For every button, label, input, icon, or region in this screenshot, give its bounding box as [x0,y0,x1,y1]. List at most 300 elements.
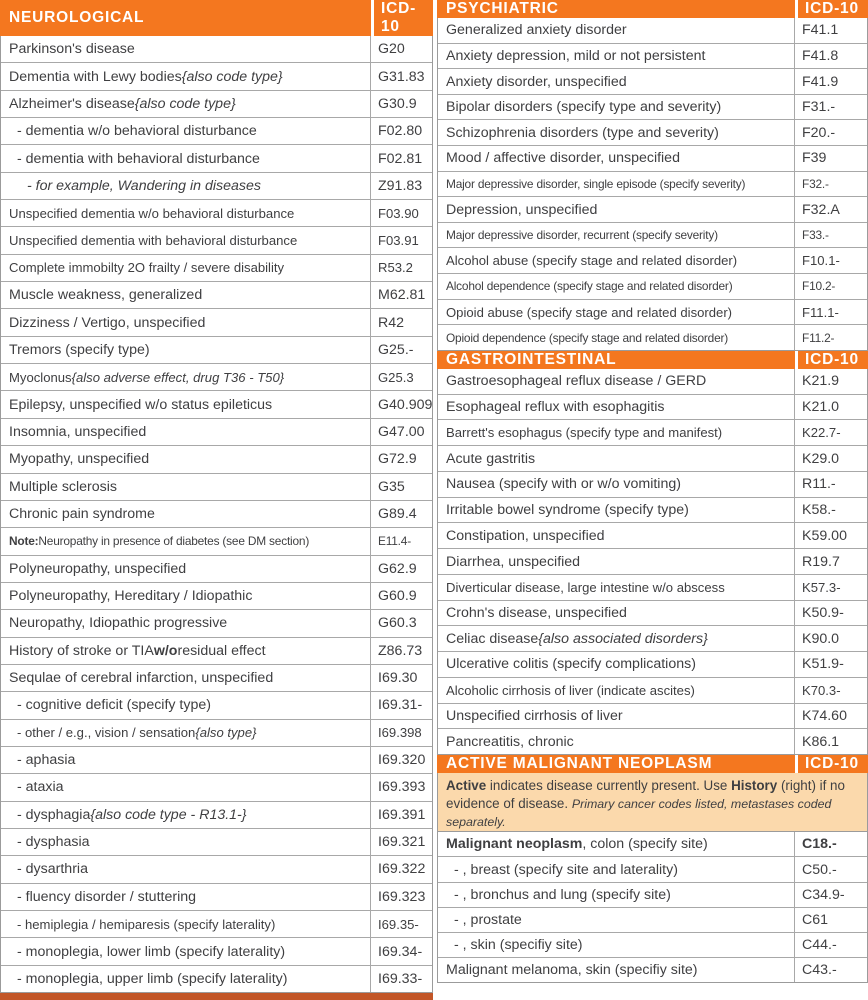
section-header-gastrointestinal [437,351,868,369]
icd-code: G60.9 [370,583,432,609]
condition-label [438,958,794,982]
table-row [1,172,432,199]
table-row [438,196,867,222]
icd-code: Z91.83 [370,173,432,199]
table-row [1,500,432,527]
condition-label [438,120,794,145]
table-row [1,473,432,500]
icd-code: I69.31- [370,692,432,718]
condition-label [1,36,370,62]
text-run: Irritable bowel syndrome (specify type) [446,502,689,519]
text-run: Primary cancer codes listed, metastases coded separately. [446,797,832,830]
code-column-header: ICD-10 [371,0,433,36]
table-row [1,773,432,800]
table-row [1,828,432,855]
text-run: Major depressive disorder, recurrent (specify severity) [446,228,718,243]
text-run: {also adverse effect, drug T36 - T50} [71,369,285,385]
table-row [438,247,867,273]
icd-code: G72.9 [370,446,432,472]
condition-label [438,832,794,856]
icd-code: F03.91 [370,227,432,253]
icd-code: I69.391 [370,802,432,828]
condition-label [438,395,794,420]
condition-label [438,626,794,651]
text-run: Opioid abuse (specify stage and related disorder) [446,304,733,320]
icd-code: I69.34- [370,938,432,964]
text-run: Polyneuropathy, unspecified [9,560,187,577]
condition-label [438,325,794,350]
text-run: {also code type} [134,95,236,112]
table-row [1,62,432,89]
table-row [438,625,867,651]
text-run: - fluency disorder / stuttering [17,888,196,905]
condition-label [438,678,794,703]
icd-code: R11.- [794,472,867,497]
table-row [438,299,867,325]
text-run: Alcoholic cirrhosis of liver (indicate ascites) [446,682,695,698]
text-run: Alcohol dependence (specify stage and related disorder) [446,279,733,294]
condition-label [438,146,794,171]
condition-label [1,474,370,500]
text-run: Dementia with Lewy bodies [9,68,182,85]
condition-label [1,446,370,472]
table-row [438,119,867,145]
table-row [438,471,867,497]
text-run: - monoplegia, lower limb (specify laterality) [17,943,286,960]
condition-label [1,501,370,527]
text-run: (right) if no evidence of disease. [446,778,845,812]
table-row [1,281,432,308]
table-row [438,600,867,626]
icd-code: F03.90 [370,200,432,226]
psychiatric-rows [437,18,868,351]
text-run: - other / e.g., vision / sensation [17,725,196,741]
table-row [1,445,432,472]
table-row [438,932,867,957]
icd-code: I69.33- [370,966,432,992]
icd-code: G35 [370,474,432,500]
table-row [1,582,432,609]
section-header-psychiatric [437,0,868,18]
text-run: {also code type} [181,68,283,85]
icd-code: C43.- [794,958,867,982]
condition-label [1,911,370,937]
table-row [1,308,432,335]
icd-code: F41.1 [794,18,867,43]
icd-code: K22.7- [794,420,867,445]
next-section-partial-header [0,993,433,1000]
text-run: {also associated disorders} [538,630,708,647]
text-run: - for example, Wandering in diseases [27,177,261,194]
condition-label [438,729,794,754]
neoplasm-usage-note [437,773,868,832]
icd-code: I69.321 [370,829,432,855]
text-run: w/o [153,642,178,659]
condition-label [1,364,370,390]
icd-code: K59.00 [794,523,867,548]
condition-label [1,802,370,828]
condition-label [1,91,370,117]
condition-label [1,774,370,800]
condition-label [1,583,370,609]
icd-code: F33.- [794,223,867,248]
table-row [438,394,867,420]
table-row [1,664,432,691]
text-run: Neuropathy, Idiopathic progressive [9,615,228,632]
condition-label [1,282,370,308]
text-run: - hemiplegia / hemiparesis (specify laterality) [17,916,276,932]
text-run: Parkinson's disease [9,41,135,58]
text-run: Crohn's disease, unspecified [446,604,627,621]
icd-code: Z86.73 [370,638,432,664]
table-row [438,703,867,729]
text-run: Complete immobilty 2O frailty / severe disability [9,260,285,276]
text-run: Schizophrenia disorders (type and severity) [446,124,719,141]
table-row [1,801,432,828]
icd-code: F10.1- [794,248,867,273]
code-column-header: ICD-10 [795,351,868,369]
section-title: GASTROINTESTINAL [446,351,617,368]
right-column-tables [437,0,868,1000]
icd-code: C44.- [794,933,867,957]
text-run: Depression, unspecified [446,201,598,218]
condition-label [1,938,370,964]
table-row [438,171,867,197]
table-row [1,90,432,117]
text-run: Neuropathy in presence of diabetes (see DM section) [38,534,310,549]
condition-label [1,747,370,773]
text-run: Mood / affective disorder, unspecified [446,150,680,167]
condition-label [438,197,794,222]
condition-label [438,95,794,120]
condition-label [438,274,794,299]
condition-label [438,652,794,677]
text-run: - , breast (specify site and laterality) [454,861,678,878]
icd-code: I69.398 [370,720,432,746]
condition-label [438,498,794,523]
icd-code: E11.4- [370,528,432,554]
table-row [438,548,867,574]
condition-label [438,908,794,932]
icd-code: F10.2- [794,274,867,299]
text-run: Opioid dependence (specify stage and related disorder) [446,330,729,345]
icd-code: K58.- [794,498,867,523]
icd-code: I69.30 [370,665,432,691]
condition-label [438,69,794,94]
text-run: - dysphagia [17,806,91,823]
condition-label [438,857,794,881]
icd-code: G31.83 [370,63,432,89]
text-run: , colon (specify site) [582,836,708,853]
psychiatric-section [437,0,868,351]
text-run: Malignant melanoma, skin (specifiy site) [446,962,698,979]
table-row [1,336,432,363]
text-run: - cognitive deficit (specify type) [17,697,211,714]
text-run: Celiac disease [446,630,539,647]
table-row [1,719,432,746]
table-row [438,445,867,471]
condition-label [438,44,794,69]
text-run: Generalized anxiety disorder [446,22,627,39]
icd-code: R19.7 [794,549,867,574]
icd-code: G60.3 [370,610,432,636]
icd-code: F31.- [794,95,867,120]
gastrointestinal-rows [437,369,868,755]
text-run: Muscle weakness, generalized [9,287,203,304]
text-run: - aphasia [17,752,76,769]
table-row [1,609,432,636]
icd-code: I69.322 [370,856,432,882]
table-row [438,882,867,907]
text-run: Acute gastritis [446,450,536,467]
text-run: - dementia with behavioral disturbance [17,150,260,167]
table-row [438,43,867,69]
neoplasm-rows [437,832,868,983]
icd-code: K70.3- [794,678,867,703]
condition-label [438,523,794,548]
text-run: Active [446,778,487,793]
condition-label [1,692,370,718]
icd-code: M62.81 [370,282,432,308]
text-run: Malignant neoplasm [446,836,583,853]
icd-code: C50.- [794,857,867,881]
text-run: Epilepsy, unspecified w/o status epileticus [9,396,273,413]
condition-label [438,704,794,729]
table-row [1,36,432,62]
table-row [438,18,867,43]
icd-code: F11.2- [794,325,867,350]
condition-label [438,172,794,197]
icd-code: C18.- [794,832,867,856]
condition-label [438,223,794,248]
condition-label [1,610,370,636]
section-title: ACTIVE MALIGNANT NEOPLASM [446,755,713,772]
text-run: - dysphasia [17,834,90,851]
table-row [438,94,867,120]
text-run: Multiple sclerosis [9,478,118,495]
condition-label [1,829,370,855]
table-row [1,691,432,718]
icd-code: K51.9- [794,652,867,677]
table-row [438,497,867,523]
table-row [438,68,867,94]
text-run: {also code type - R13.1-} [90,806,247,823]
section-header-neoplasm [437,755,868,773]
icd-code: I69.393 [370,774,432,800]
icd-code: G30.9 [370,91,432,117]
text-run: Nausea (specify with or w/o vomiting) [446,476,681,493]
table-row [438,832,867,856]
table-row [1,363,432,390]
icd-code: G20 [370,36,432,62]
text-run: Anxiety disorder, unspecified [446,73,627,90]
table-row [1,144,432,171]
icd-code: G89.4 [370,501,432,527]
code-column-header: ICD-10 [795,0,868,18]
table-row [1,637,432,664]
text-run: Major depressive disorder, single episode (specify severity) [446,176,746,191]
gastrointestinal-section [437,351,868,755]
icd-code: G25.- [370,337,432,363]
condition-label [1,856,370,882]
table-row [1,199,432,226]
neurological-rows [0,36,433,993]
table-row [1,965,432,992]
condition-label [1,528,370,554]
condition-label [1,173,370,199]
text-run: Alcohol abuse (specify stage and related disorder) [446,253,738,269]
condition-label [1,638,370,664]
text-run: Unspecified dementia w/o behavioral disturbance [9,205,295,221]
icd-code: F20.- [794,120,867,145]
text-run: Pancreatitis, chronic [446,733,574,750]
text-run: Barrett's esophagus (specify type and manifest) [446,425,723,441]
text-run: History [731,778,778,793]
condition-label [438,300,794,325]
condition-label [1,337,370,363]
condition-label [438,18,794,43]
text-run: Unspecified cirrhosis of liver [446,707,623,724]
condition-label [438,420,794,445]
condition-label [1,200,370,226]
condition-label [438,549,794,574]
icd-code: K74.60 [794,704,867,729]
table-row [438,522,867,548]
table-row [1,117,432,144]
text-run: Diverticular disease, large intestine w/o abscess [446,579,725,595]
condition-label [1,255,370,281]
icd-code: R53.2 [370,255,432,281]
table-row [1,527,432,554]
table-row [438,651,867,677]
text-run: Chronic pain syndrome [9,506,155,523]
icd-code: K90.0 [794,626,867,651]
condition-label [1,665,370,691]
condition-label [1,419,370,445]
text-run: Constipation, unspecified [446,527,605,544]
text-run: - monoplegia, upper limb (specify laterality) [17,970,288,987]
icd-code: K86.1 [794,729,867,754]
text-run: - dysarthria [17,861,88,878]
text-run: {also type} [195,725,257,741]
text-run: Polyneuropathy, Hereditary / Idiopathic [9,588,253,605]
icd-code: C34.9- [794,883,867,907]
table-row [438,574,867,600]
table-row [438,369,867,394]
table-row [1,226,432,253]
condition-label [1,118,370,144]
table-row [1,937,432,964]
icd-code: K50.9- [794,601,867,626]
icd-code: F02.80 [370,118,432,144]
icd-code: F41.9 [794,69,867,94]
icd-code: R42 [370,309,432,335]
section-header-neurological [0,0,433,36]
text-run: - ataxia [17,779,64,796]
table-row [1,883,432,910]
icd-code: I69.320 [370,747,432,773]
condition-label [1,391,370,417]
icd-code: K21.9 [794,369,867,394]
condition-label [438,601,794,626]
neoplasm-section [437,755,868,983]
icd-code: I69.35- [370,911,432,937]
icd-code: F41.8 [794,44,867,69]
table-row [438,677,867,703]
condition-label [1,556,370,582]
text-run: Note: [9,534,39,549]
text-run: - , skin (specifiy site) [454,937,583,954]
condition-label [1,63,370,89]
table-row [438,145,867,171]
condition-label [1,227,370,253]
table-row [1,746,432,773]
condition-label [1,145,370,171]
condition-label [1,720,370,746]
text-run: Unspecified dementia with behavioral disturbance [9,233,298,249]
text-run: Diarrhea, unspecified [446,553,581,570]
text-run: Gastroesophageal reflux disease / GERD [446,373,707,390]
text-run: Sequlae of cerebral infarction, unspecified [9,670,274,687]
neurological-table [0,0,433,1000]
text-run: - , prostate [454,911,522,928]
table-row [1,390,432,417]
code-column-header: ICD-10 [795,755,868,773]
table-row [438,273,867,299]
condition-label [438,883,794,907]
text-run: Insomnia, unspecified [9,423,147,440]
table-row [1,555,432,582]
table-row [438,907,867,932]
icd-code: F11.1- [794,300,867,325]
condition-label [438,446,794,471]
text-run: indicates disease currently present. Use [486,778,732,793]
icd-code: F32.- [794,172,867,197]
table-row [1,418,432,445]
text-run: - , bronchus and lung (specify site) [454,886,671,903]
icd-code: F02.81 [370,145,432,171]
icd-code: C61 [794,908,867,932]
condition-label [438,248,794,273]
condition-label [438,575,794,600]
condition-label [1,309,370,335]
table-row [1,254,432,281]
icd-code: F32.A [794,197,867,222]
text-run: residual effect [177,642,266,659]
table-row [438,419,867,445]
table-row [1,855,432,882]
text-run: Dizziness / Vertigo, unspecified [9,314,206,331]
text-run: History of stroke or TIA [9,642,154,659]
text-run: Ulcerative colitis (specify complications) [446,656,696,673]
condition-label [438,369,794,394]
icd-code: G40.909 [370,391,432,417]
icd-code: K21.0 [794,395,867,420]
icd-code: K29.0 [794,446,867,471]
text-run: Myopathy, unspecified [9,451,150,468]
text-run: Alzheimer's disease [9,95,135,112]
section-title: PSYCHIATRIC [446,0,559,17]
text-run: Myoclonus [9,369,72,385]
text-run: - dementia w/o behavioral disturbance [17,123,257,140]
table-row [438,222,867,248]
text-run: Anxiety depression, mild or not persistent [446,47,706,64]
text-run: Tremors (specify type) [9,341,150,358]
icd-code: G47.00 [370,419,432,445]
icd-code: K57.3- [794,575,867,600]
text-run: Bipolar disorders (specify type and severity) [446,99,722,116]
table-row [438,856,867,881]
